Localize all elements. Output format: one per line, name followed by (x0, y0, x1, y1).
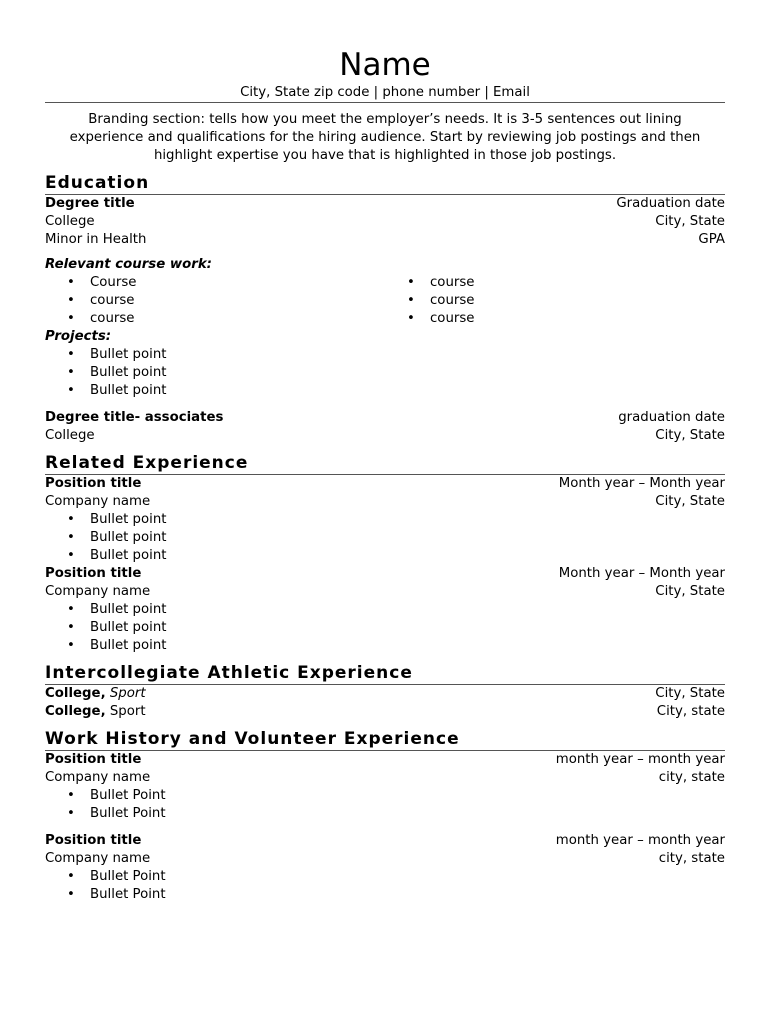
bullet-item: • Bullet point (45, 601, 725, 619)
company-name: Company name (45, 851, 151, 866)
degree2-date: graduation date (618, 410, 725, 425)
related-company-row (45, 493, 725, 511)
position-title: Position title (45, 833, 142, 848)
position-dates: Month year – Month year (558, 566, 725, 581)
position-title: Position title (45, 752, 142, 767)
position-title: Position title (45, 566, 142, 581)
company-name: Company name (45, 770, 151, 785)
projects-list (45, 346, 725, 400)
work-company-row (45, 769, 725, 787)
athletic-location: City, State (655, 686, 725, 701)
bullet-item: • Bullet Point (45, 886, 725, 904)
company-location: city, state (658, 851, 725, 866)
related-company-row (45, 583, 725, 601)
bullet-item: • Bullet point (45, 637, 725, 655)
position-dates: month year – month year (555, 752, 725, 767)
course-item: • course (45, 292, 385, 310)
education-heading: Education (45, 173, 150, 193)
bullet-item: • Bullet point (45, 619, 725, 637)
related-bullets (45, 511, 725, 565)
work-position-row (45, 751, 725, 769)
company-name: Company name (45, 584, 151, 599)
degree1-location: City, State (655, 214, 725, 229)
athletic-sport: Sport (109, 704, 146, 719)
athletic-college: College, (45, 686, 106, 701)
company-location: City, State (655, 494, 725, 509)
work-position-row (45, 832, 725, 850)
athletic-college: College, (45, 704, 106, 719)
bullet-item: • Bullet point (45, 529, 725, 547)
degree1-date: Graduation date (616, 196, 725, 211)
coursework-left-column (45, 274, 385, 328)
athletic-sport: Sport (109, 686, 146, 701)
contact-line: City, State zip code | phone number | Email (240, 85, 530, 100)
course-item: • course (385, 274, 725, 292)
course-item: • course (385, 292, 725, 310)
related-position-row (45, 475, 725, 493)
work-company-row (45, 850, 725, 868)
coursework-label: Relevant course work: (45, 257, 213, 272)
degree2-title-row (45, 409, 725, 427)
degree2-title: Degree title- associates (45, 410, 224, 425)
athletic-row (45, 685, 725, 703)
position-title: Position title (45, 476, 142, 491)
bullet-item: • Bullet point (45, 547, 725, 565)
degree1-gpa: GPA (698, 232, 725, 247)
work-bullets (45, 868, 725, 904)
bullet-item: • Bullet Point (45, 787, 725, 805)
projects-label: Projects: (45, 329, 112, 344)
projects-label-row (45, 328, 725, 346)
course-item: • Course (45, 274, 385, 292)
position-dates: month year – month year (555, 833, 725, 848)
athletic-entry (45, 685, 146, 703)
project-bullet: • Bullet point (45, 364, 725, 382)
position-dates: Month year – Month year (558, 476, 725, 491)
coursework-right-column (385, 274, 725, 328)
company-name: Company name (45, 494, 151, 509)
related-bullets (45, 601, 725, 655)
project-bullet: • Bullet point (45, 382, 725, 400)
degree1-college-row (45, 213, 725, 231)
degree1-college: College (45, 214, 95, 229)
work-bullets (45, 787, 725, 823)
company-location: city, state (658, 770, 725, 785)
degree2-college-row (45, 427, 725, 445)
degree2-college: College (45, 428, 95, 443)
bullet-item: • Bullet point (45, 511, 725, 529)
resume-content (45, 46, 725, 904)
athletic-row (45, 703, 725, 721)
athletic-entry (45, 703, 146, 721)
resume-name: Name (339, 47, 431, 83)
header-divider (45, 102, 725, 103)
coursework-label-row (45, 256, 725, 274)
degree1-minor-row (45, 231, 725, 249)
branding-statement: Branding section: tells how you meet the employer’s needs. It is 3-5 sentences out lining experience and qualifications for the hiring audience. Start by reviewing job postings and then highlight expertise you have that is highlighted in those job postings. (69, 112, 701, 163)
course-item: • course (385, 310, 725, 328)
degree1-title-row (45, 195, 725, 213)
athletic-experience-heading: Intercollegiate Athletic Experience (45, 663, 413, 683)
company-location: City, State (655, 584, 725, 599)
coursework-columns (45, 274, 725, 328)
course-item: • course (45, 310, 385, 328)
related-position-row (45, 565, 725, 583)
work-history-heading: Work History and Volunteer Experience (45, 729, 460, 749)
degree1-title: Degree title (45, 196, 135, 211)
degree2-location: City, State (655, 428, 725, 443)
related-experience-heading: Related Experience (45, 453, 249, 473)
degree1-minor: Minor in Health (45, 232, 147, 247)
bullet-item: • Bullet Point (45, 805, 725, 823)
bullet-item: • Bullet Point (45, 868, 725, 886)
athletic-location: City, state (656, 704, 725, 719)
project-bullet: • Bullet point (45, 346, 725, 364)
